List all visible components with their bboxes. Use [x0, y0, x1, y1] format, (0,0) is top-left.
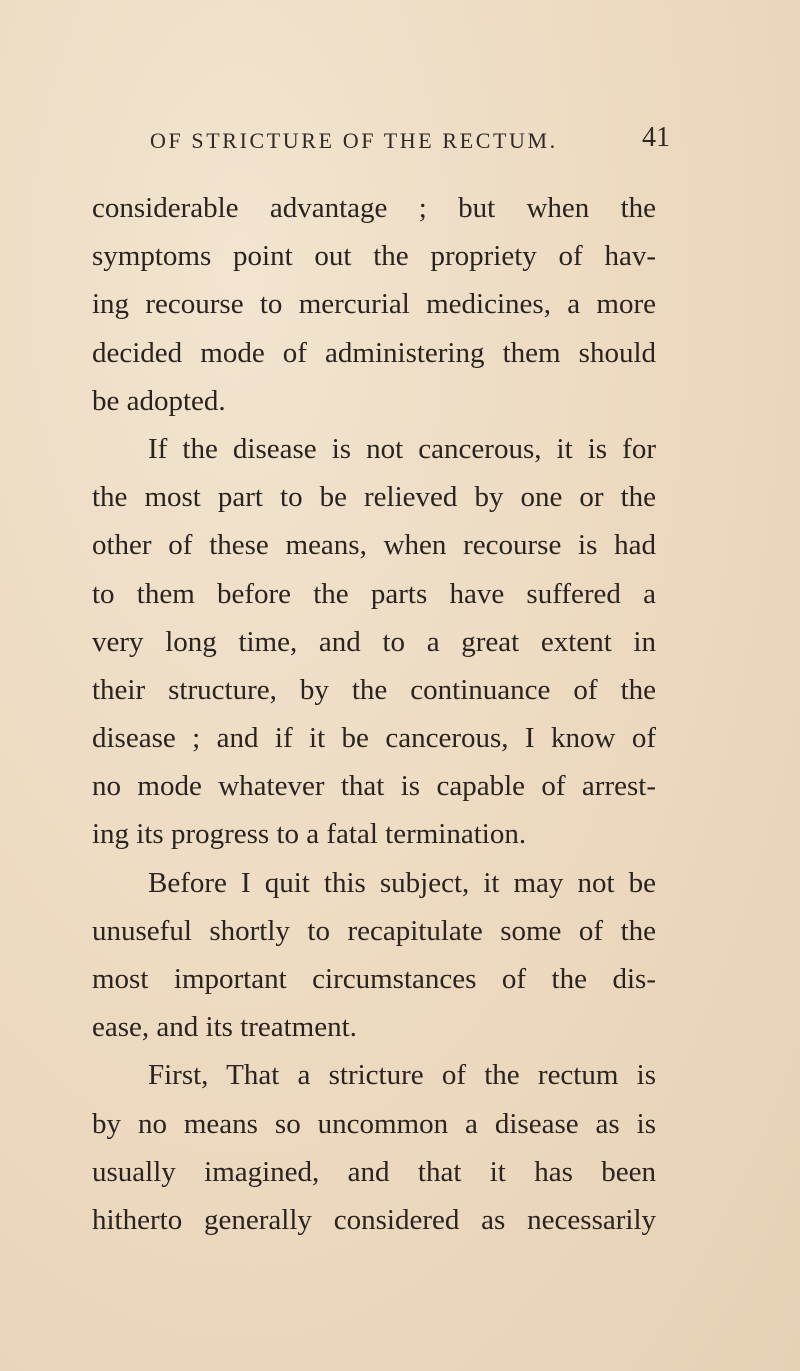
text-line: no mode whatever that is capable of arrest- [92, 770, 656, 803]
running-head [150, 122, 670, 164]
text-line: be adopted. [92, 384, 226, 417]
page-number: 41 [642, 122, 670, 153]
text-line: ing its progress to a fatal termination. [92, 818, 527, 851]
text-line: If the disease is not cancerous, it is for [148, 432, 656, 465]
text-line: other of these means, when recourse is had [92, 529, 656, 562]
text-line: very long time, and to a great extent in [92, 625, 656, 658]
text-line: hitherto generally considered as necessarily [92, 1203, 656, 1236]
text-line: symptoms point out the propriety of hav- [92, 240, 656, 273]
text-line: their structure, by the continuance of the [92, 673, 656, 706]
text-line: by no means so uncommon a disease as is [92, 1107, 656, 1140]
text-line: to them before the parts have suffered a [92, 577, 656, 610]
running-title: OF STRICTURE OF THE RECTUM. [150, 128, 558, 153]
text-line: ease, and its treatment. [92, 1011, 357, 1044]
text-line: ing recourse to mercurial medicines, a more [92, 288, 656, 321]
text-line: unuseful shortly to recapitulate some of the [92, 914, 656, 947]
text-line: usually imagined, and that it has been [92, 1155, 656, 1188]
text-line: decided mode of administering them should [92, 336, 656, 369]
text-line: Before I quit this subject, it may not be [148, 866, 656, 899]
text-line: considerable advantage ; but when the [92, 192, 656, 224]
text-line: disease ; and if it be cancerous, I know of [92, 722, 656, 755]
text-line: most important circumstances of the dis- [92, 963, 656, 995]
text-line: First, That a stricture of the rectum is [148, 1059, 656, 1092]
body-text [92, 184, 656, 1244]
text-line: the most part to be relieved by one or the [92, 481, 656, 514]
